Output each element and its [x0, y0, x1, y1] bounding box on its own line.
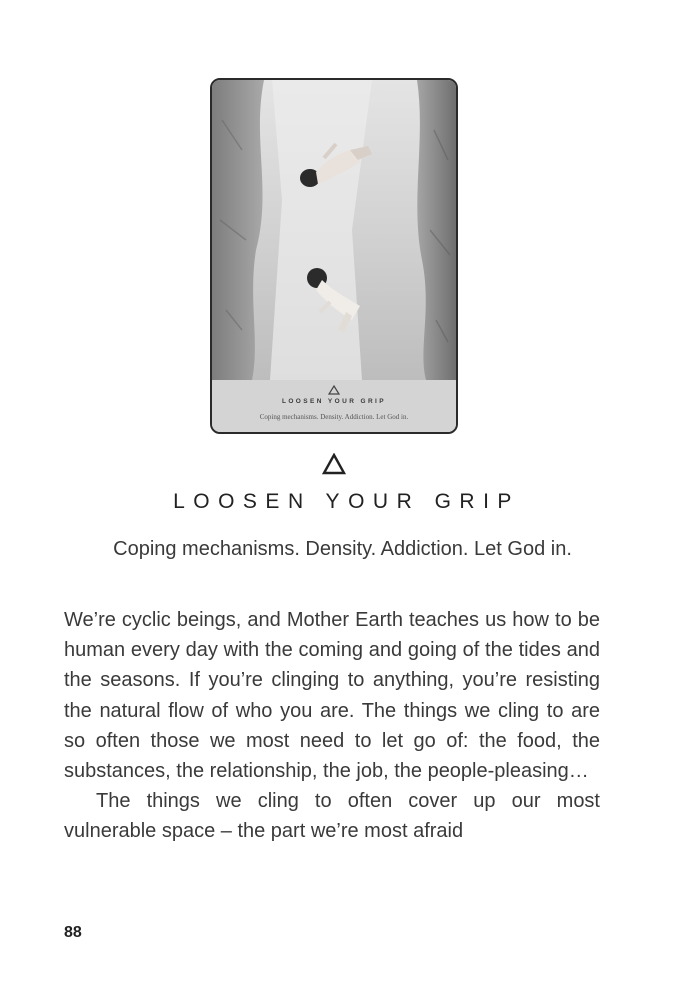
paragraph: We’re cyclic beings, and Mother Earth teaches us how to be human every day with the coming and going of the tides and the seasons. If you’re clinging to anything, you’re resisting the natural flow of who you are. The things we cling to are so often those we most need to let go of: the food, the substances, the relationship, the job, the people-pleasing…: [64, 609, 600, 783]
page-title: LOOSEN YOUR GRIP: [173, 490, 520, 513]
card-photo: [212, 80, 456, 380]
page-subtitle: Coping mechanisms. Density. Addiction. Let God in.: [113, 538, 572, 560]
triangle-icon: [328, 385, 340, 395]
card-caption: [212, 380, 456, 432]
card-title: LOOSEN YOUR GRIP: [281, 398, 386, 405]
body-text: [64, 605, 600, 847]
oracle-card: [210, 78, 458, 434]
paragraph: The things we cling to often cover up our most vulnerable space – the part we’re most afraid: [64, 790, 600, 843]
page-number: 88: [64, 924, 82, 941]
triangle-icon: [322, 453, 346, 475]
card-subtitle: Coping mechanisms. Density. Addiction. Let God in.: [259, 413, 409, 421]
